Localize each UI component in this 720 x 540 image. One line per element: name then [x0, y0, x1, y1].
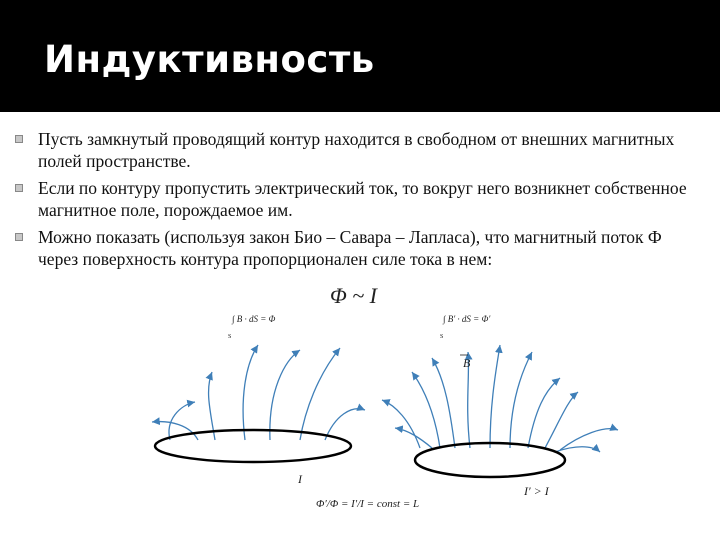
current-loop-right	[415, 443, 565, 477]
field-line	[528, 378, 560, 448]
field-line	[243, 345, 258, 440]
integral-formula-right: ∫ B′ · dS = Φ′	[443, 314, 491, 324]
field-line	[510, 352, 532, 448]
bullet-item	[14, 177, 704, 221]
bullet-square-icon	[15, 233, 23, 241]
bullet-square-icon	[15, 184, 23, 192]
field-line	[300, 348, 340, 440]
field-line	[555, 447, 600, 452]
slide-title: Индуктивность	[44, 38, 375, 81]
bullet-text: Если по контуру пропустить электрический ток, то вокруг него возникнет собственное магнитное поле, порождаемое им.	[38, 178, 687, 220]
field-line	[382, 400, 420, 448]
field-line	[545, 392, 578, 448]
bullet-item	[14, 128, 704, 172]
current-label-right: I′ > I	[524, 484, 549, 498]
integral-formula-left: ∫ B · dS = Φ	[232, 314, 276, 324]
current-label-left: I	[298, 472, 302, 486]
field-line	[270, 350, 300, 440]
title-bar	[0, 0, 720, 112]
field-line	[432, 358, 455, 448]
bullet-square-icon	[15, 135, 23, 143]
inductance-formula: Φ′/Φ = I′/I = const = L	[316, 498, 420, 510]
bullet-text: Пусть замкнутый проводящий контур находится в свободном от внешних магнитных полей пространстве.	[38, 129, 675, 171]
surface-label-right: S	[440, 334, 444, 340]
field-lines-right	[382, 345, 618, 452]
surface-label-left: S	[228, 334, 232, 340]
field-line	[209, 372, 215, 440]
field-lines-left	[152, 345, 365, 440]
field-line	[395, 428, 432, 448]
current-loop-left	[155, 430, 351, 462]
field-line	[490, 345, 500, 448]
main-formula: Φ ~ I	[330, 283, 377, 308]
b-field-label: B	[463, 356, 471, 370]
bullet-list	[14, 128, 704, 275]
bullet-text: Можно показать (используя закон Био – Савара – Лапласа), что магнитный поток Ф через поверхность контура пропорционален силе тока в нем:	[38, 227, 662, 269]
bullet-item	[14, 226, 704, 270]
